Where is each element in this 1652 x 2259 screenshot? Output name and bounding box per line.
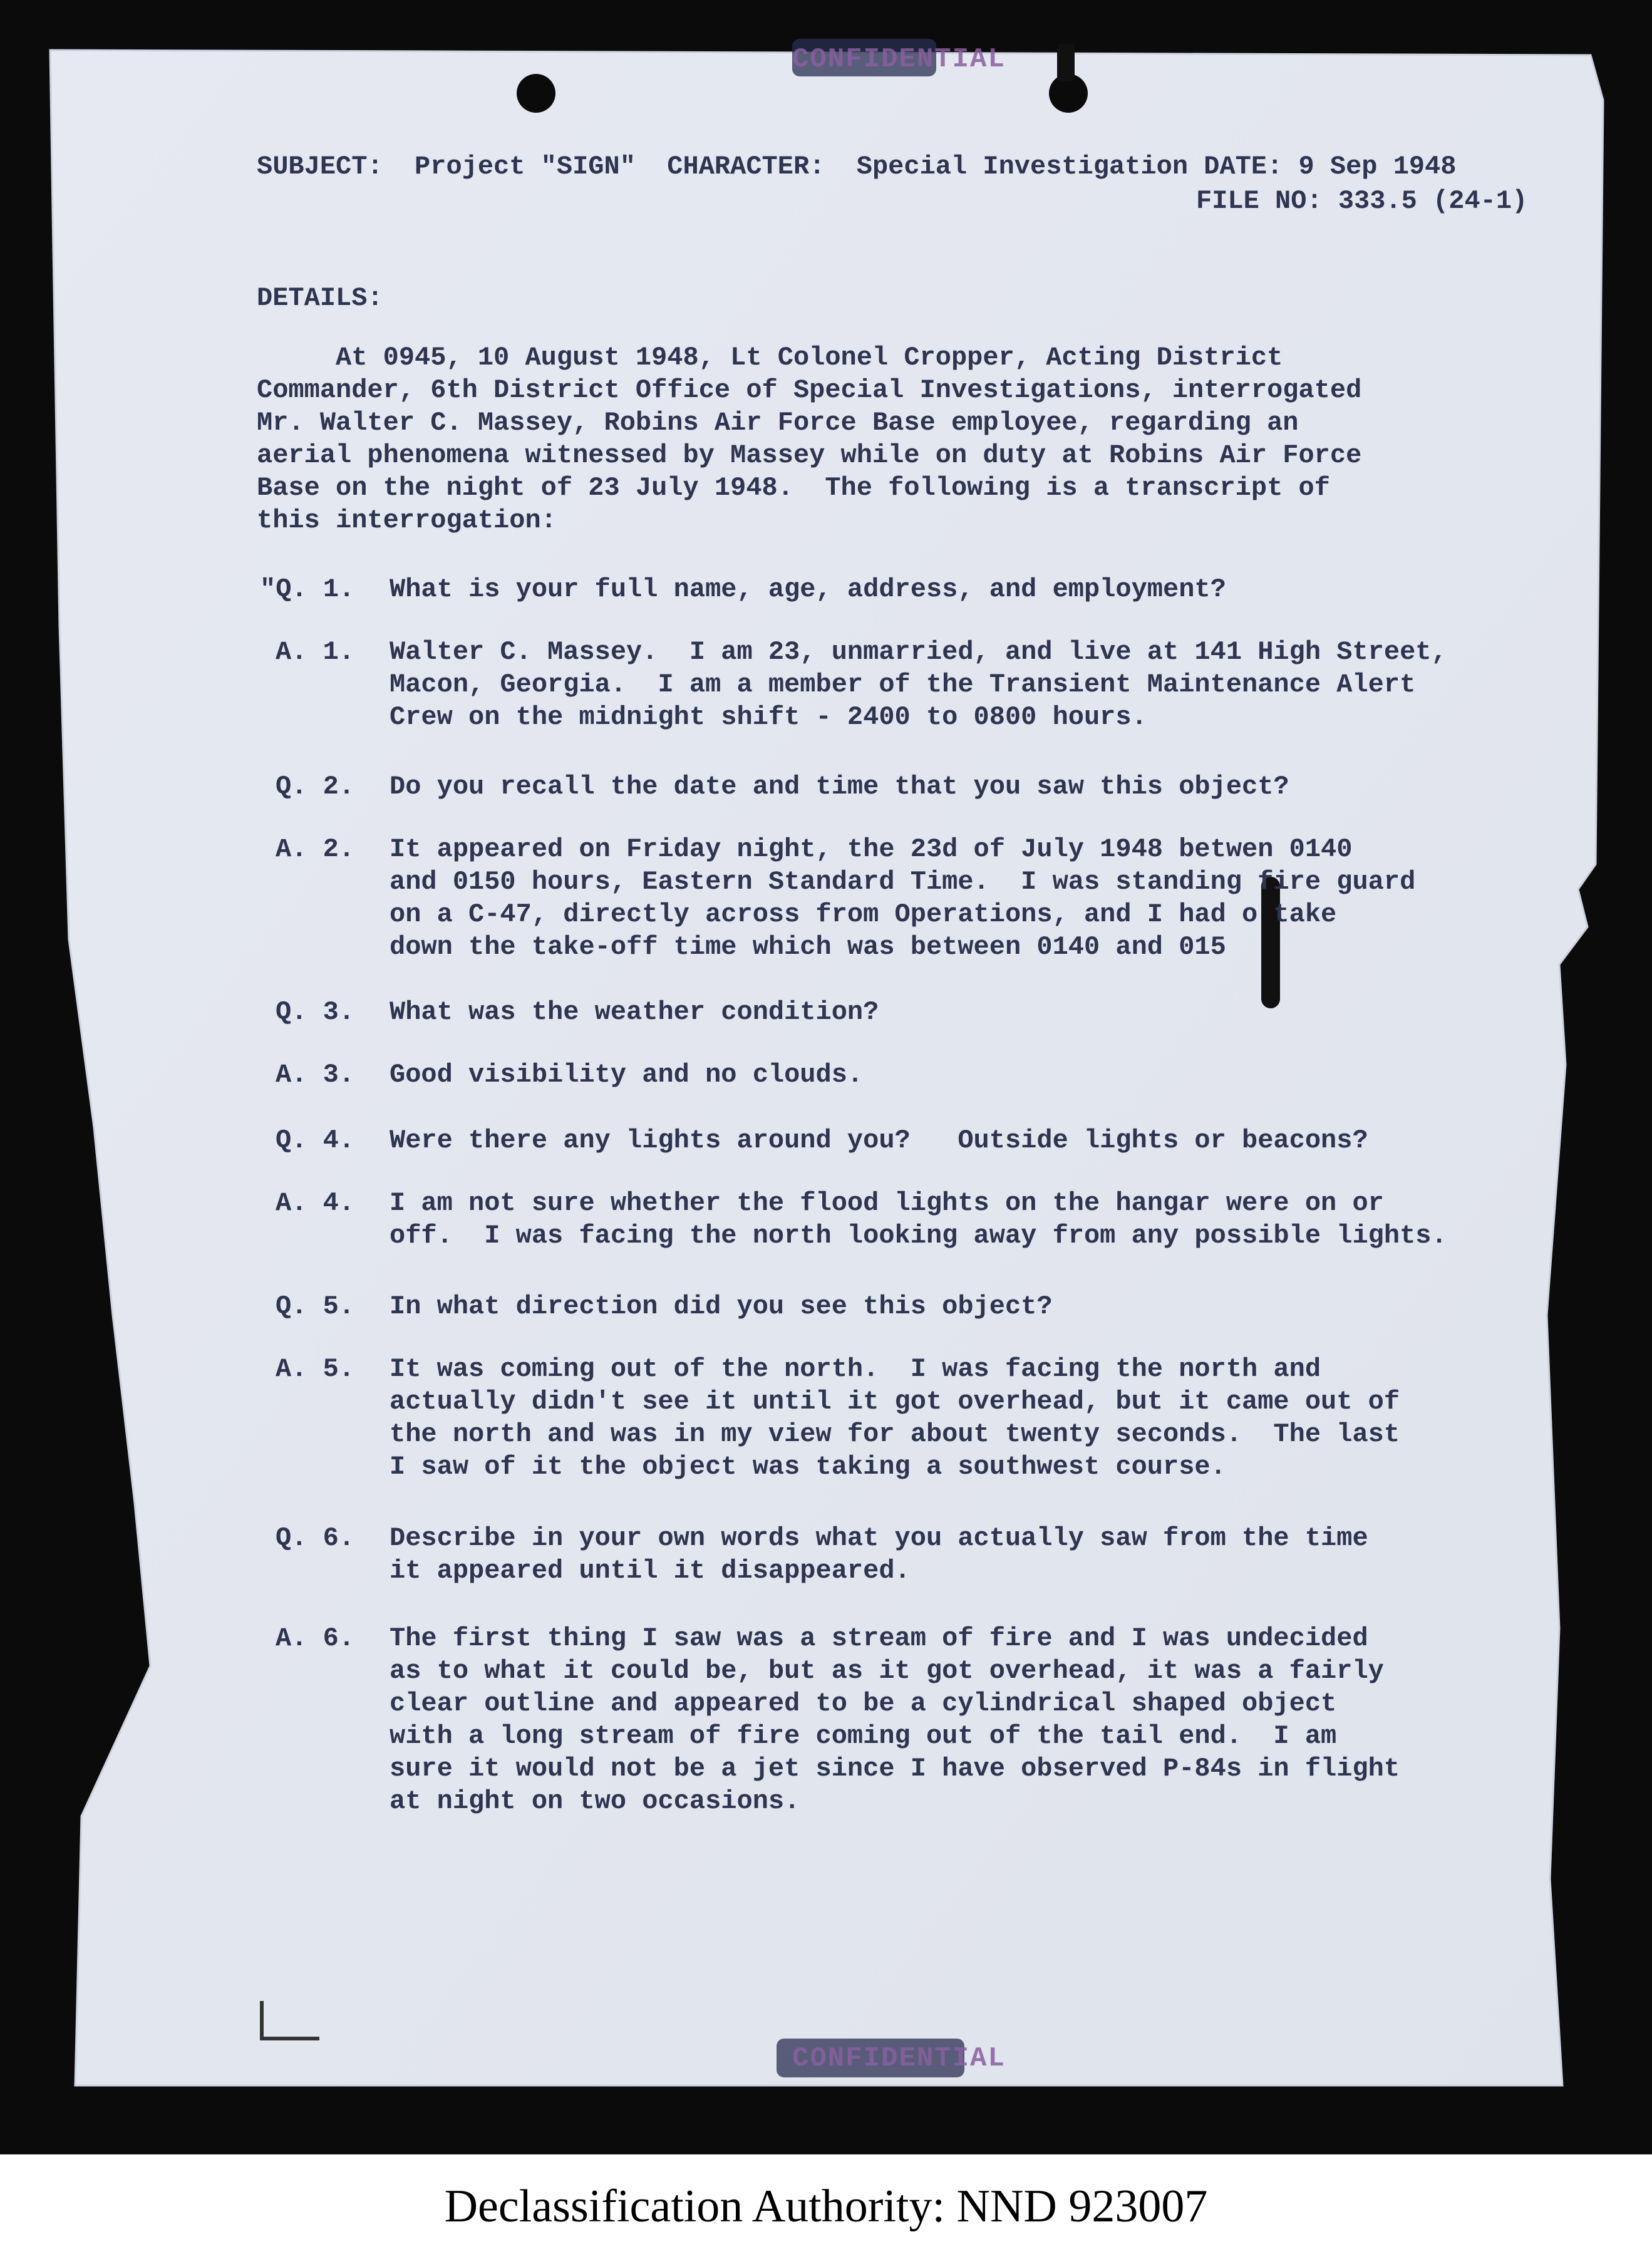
qa-text-line: the north and was in my view for about twenty seconds. The last (390, 1419, 1400, 1449)
qa-label: A. 3. (276, 1060, 355, 1090)
qa-text-line: Crew on the midnight shift - 2400 to 0800 hours. (390, 702, 1147, 732)
qa-text-line: sure it would not be a jet since I have observed P-84s in flight (390, 1754, 1400, 1784)
qa-label: Q. 5. (276, 1291, 355, 1321)
qa-label: Q. 3. (276, 997, 355, 1027)
footer-bar (0, 2154, 1652, 2259)
qa-text-line: and 0150 hours, Eastern Standard Time. I was standing fire guard (390, 867, 1416, 897)
qa-label: A. 5. (276, 1354, 355, 1384)
qa-text-line: at night on two occasions. (390, 1786, 800, 1816)
qa-text-line: with a long stream of fire coming out of the tail end. I am (390, 1721, 1337, 1751)
intro-line: Base on the night of 23 July 1948. The following is a transcript of (257, 473, 1330, 503)
qa-text-line: as to what it could be, but as it got overhead, it was a fairly (390, 1656, 1384, 1686)
qa-text-line: Walter C. Massey. I am 23, unmarried, and live at 141 High Street, (390, 637, 1447, 667)
qa-label: A. 1. (276, 637, 355, 667)
qa-label: A. 6. (276, 1623, 355, 1653)
qa-text-line: It appeared on Friday night, the 23d of July 1948 betwen 0140 (390, 834, 1353, 864)
qa-label: "Q. 1. (260, 574, 355, 604)
qa-text-line: Do you recall the date and time that you saw this object? (390, 772, 1289, 802)
qa-text-line: I saw of it the object was taking a southwest course. (390, 1452, 1226, 1482)
qa-text-line: Were there any lights around you? Outside lights or beacons? (390, 1125, 1368, 1155)
intro-line: Commander, 6th District Office of Special Investigations, interrogated (257, 375, 1362, 405)
qa-text-line: down the take-off time which was between 0140 and 015 (390, 932, 1226, 962)
qa-text-line: on a C-47, directly across from Operations, and I had o take (390, 899, 1337, 929)
qa-text-line: actually didn't see it until it got overhead, but it came out of (390, 1387, 1400, 1417)
qa-label: Q. 6. (276, 1523, 355, 1553)
intro-line: Mr. Walter C. Massey, Robins Air Force Base employee, regarding an (257, 408, 1299, 438)
qa-text-line: Describe in your own words what you actually saw from the time (390, 1523, 1368, 1553)
details-heading: DETAILS: (257, 283, 383, 313)
qa-label: Q. 2. (276, 772, 355, 802)
qa-label: Q. 4. (276, 1125, 355, 1155)
confidential-stamp-top: CONFIDENTIAL (792, 44, 1006, 75)
qa-text-line: What was the weather condition? (390, 997, 879, 1027)
header-line-1: SUBJECT: Project "SIGN" CHARACTER: Special Investigation DATE: 9 Sep 1948 (257, 152, 1457, 182)
confidential-stamp-bottom: CONFIDENTIAL (792, 2043, 1006, 2074)
qa-label: A. 2. (276, 834, 355, 864)
qa-label: A. 4. (276, 1188, 355, 1218)
qa-text-line: clear outline and appeared to be a cylindrical shaped object (390, 1688, 1337, 1719)
qa-text-line: off. I was facing the north looking away from any possible lights. (390, 1221, 1447, 1251)
qa-text-line: The first thing I saw was a stream of fire and I was undecided (390, 1623, 1368, 1653)
intro-line: this interrogation: (257, 505, 557, 535)
qa-text-line: Macon, Georgia. I am a member of the Transient Maintenance Alert (390, 669, 1416, 700)
qa-text-line: it appeared until it disappeared. (390, 1556, 911, 1586)
file-number: FILE NO: 333.5 (24-1) (1196, 186, 1528, 216)
qa-text-line: I am not sure whether the flood lights on the hangar were on or (390, 1188, 1384, 1218)
qa-text-line: It was coming out of the north. I was facing the north and (390, 1354, 1321, 1384)
intro-line: aerial phenomena witnessed by Massey while on duty at Robins Air Force (257, 440, 1362, 470)
qa-text-line: In what direction did you see this object? (390, 1291, 1053, 1321)
qa-text-line: What is your full name, age, address, and employment? (390, 574, 1226, 604)
declassification-authority: Declassification Authority: NND 923007 (444, 2181, 1208, 2232)
qa-text-line: Good visibility and no clouds. (390, 1060, 864, 1090)
intro-line: At 0945, 10 August 1948, Lt Colonel Cropper, Acting District (257, 343, 1283, 373)
